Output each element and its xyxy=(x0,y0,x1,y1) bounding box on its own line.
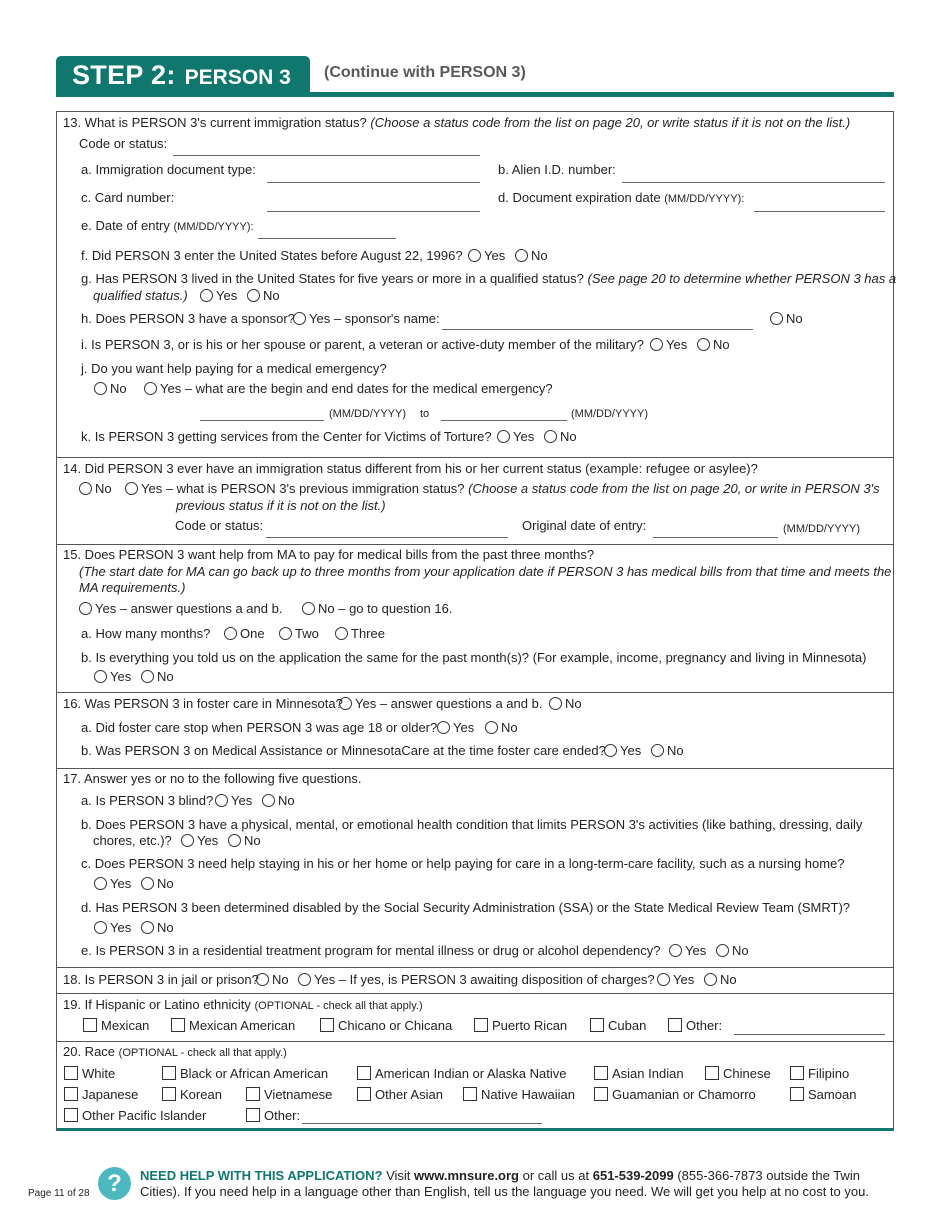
q19-chicano-checkbox[interactable] xyxy=(320,1018,452,1034)
q15-yes-radio[interactable] xyxy=(79,601,282,617)
option-label: Other: xyxy=(264,1108,301,1123)
race-korean-checkbox[interactable] xyxy=(162,1087,222,1103)
option-label: Asian Indian xyxy=(612,1066,684,1081)
q17e-yes-radio[interactable] xyxy=(669,943,706,959)
q13g-yes-radio[interactable] xyxy=(200,288,237,304)
question-13 xyxy=(57,112,897,458)
yes-label: Yes xyxy=(673,972,695,987)
race-other-asian-checkbox[interactable] xyxy=(357,1087,443,1103)
outside-text: (855-366-7873 outside the Twin xyxy=(677,1168,860,1183)
q14-no-radio[interactable] xyxy=(79,481,112,497)
no-label: No xyxy=(720,972,737,987)
no-label: No xyxy=(157,876,174,891)
race-native-hawaiian-checkbox[interactable] xyxy=(463,1087,575,1103)
option-label: Native Hawaiian xyxy=(481,1087,575,1102)
yes-label: Yes xyxy=(216,288,238,303)
q13e-input[interactable] xyxy=(258,238,396,239)
q17b-label2: chores, etc.)? xyxy=(93,833,172,848)
step-tab xyxy=(56,56,310,93)
q19-other-checkbox[interactable] xyxy=(668,1018,722,1034)
q15a-three-radio[interactable] xyxy=(335,626,385,642)
yes-label: Yes xyxy=(110,669,132,684)
language-text: Cities). If you need help in a language other than English, tell us the language you need. We will get you help at no cost to you. xyxy=(140,1184,869,1199)
q17a-no-radio[interactable] xyxy=(262,793,295,809)
q13c-label: c. Card number: xyxy=(81,190,175,205)
q17b-no-radio[interactable] xyxy=(228,833,261,849)
q13i-no-radio[interactable] xyxy=(697,337,730,353)
q19-optional: (OPTIONAL - check all that apply.) xyxy=(254,1000,423,1012)
q17b-yes-radio[interactable] xyxy=(181,833,218,849)
q14-yes-radio[interactable] xyxy=(125,481,880,497)
race-chinese-checkbox[interactable] xyxy=(705,1066,771,1082)
q15b-yes-radio[interactable] xyxy=(94,669,131,685)
help-icon: ? xyxy=(98,1167,131,1200)
q13-code-label: Code or status: xyxy=(79,136,168,151)
q14-orig-input[interactable] xyxy=(653,537,778,538)
q16a-no-radio[interactable] xyxy=(485,720,518,736)
q17d-no-radio[interactable] xyxy=(141,920,174,936)
yes-label: Yes xyxy=(197,833,219,848)
q15a-two-radio[interactable] xyxy=(279,626,319,642)
q13k-yes-radio[interactable] xyxy=(497,429,534,445)
q16-yes-label: Yes – answer questions a and b. xyxy=(355,696,543,711)
no-label: No xyxy=(278,793,295,808)
footer-help-text xyxy=(140,1168,880,1200)
q14-code-label: Code or status: xyxy=(175,518,264,533)
site-link[interactable]: www.mnsure.org xyxy=(414,1168,519,1183)
q13e-label: e. Date of entry xyxy=(81,218,170,233)
q15-text: 15. Does PERSON 3 want help from MA to pay for medical bills from the past three months? xyxy=(63,547,595,562)
q17d-yes-radio[interactable] xyxy=(94,920,131,936)
q18-no-radio[interactable] xyxy=(256,972,289,988)
no-label: No xyxy=(157,669,174,684)
step-header xyxy=(56,56,894,96)
option-label: Korean xyxy=(180,1087,222,1102)
question-14 xyxy=(57,458,893,545)
phone-number[interactable]: 651-539-2099 xyxy=(592,1168,674,1183)
q19-puerto-rican-checkbox[interactable] xyxy=(474,1018,567,1034)
no-label: No xyxy=(713,337,730,352)
q15-yes-label: Yes – answer questions a and b. xyxy=(95,601,283,616)
q13b-label: b. Alien I.D. number: xyxy=(498,162,616,177)
call-text: or call us at xyxy=(522,1168,590,1183)
q17a-yes-radio[interactable] xyxy=(215,793,252,809)
q17c-no-radio[interactable] xyxy=(141,876,174,892)
q13g-note: (See page 20 to determine whether PERSON 3 has a xyxy=(587,271,897,286)
q17c-label: c. Does PERSON 3 need help staying in his or her home or help paying for care in a long-term-care facility, such as a nursing home? xyxy=(81,856,845,871)
q14-orig-label: Original date of entry: xyxy=(522,518,647,533)
q13h-no-radio[interactable] xyxy=(770,311,803,327)
race-black-checkbox[interactable] xyxy=(162,1066,328,1082)
q17-text: 17. Answer yes or no to the following five questions. xyxy=(63,771,362,786)
step-label: STEP 2: xyxy=(72,60,176,90)
q19-other-input[interactable] xyxy=(734,1034,885,1035)
one-label: One xyxy=(240,626,265,641)
yes-label: Yes xyxy=(685,943,707,958)
question-19 xyxy=(57,994,893,1042)
q15b-label: b. Is everything you told us on the application the same for the past month(s)? (For example, income, pregnancy and living in Minnesota) xyxy=(81,650,867,665)
race-other-checkbox[interactable] xyxy=(246,1108,300,1124)
q16b-label: b. Was PERSON 3 on Medical Assistance or MinnesotaCare at the time foster care ended? xyxy=(81,743,606,758)
form-box xyxy=(56,111,897,1131)
q13h-label: h. Does PERSON 3 have a sponsor? xyxy=(81,311,295,326)
q13g-note2: qualified status.) xyxy=(93,288,188,303)
no-label: No xyxy=(110,381,127,396)
q13f-label: f. Did PERSON 3 enter the United States before August 22, 1996? xyxy=(81,248,463,263)
sponsor-name-input[interactable] xyxy=(442,329,753,330)
q17b-label: b. Does PERSON 3 have a physical, mental, or emotional health condition that limits PERSON 3's activities (like bathing, dressing, daily xyxy=(81,817,863,832)
help-heading: NEED HELP WITH THIS APPLICATION? xyxy=(140,1168,383,1183)
no-label: No xyxy=(157,920,174,935)
option-label: White xyxy=(82,1066,116,1081)
question-20 xyxy=(57,1042,893,1128)
option-label: Chicano or Chicana xyxy=(338,1018,453,1033)
emergency-end-input[interactable] xyxy=(441,420,567,421)
option-label: Samoan xyxy=(808,1087,857,1102)
race-japanese-checkbox[interactable] xyxy=(64,1087,138,1103)
yes-label: Yes xyxy=(620,743,642,758)
q14-note: (Choose a status code from the list on page 20, or write in PERSON 3's xyxy=(468,481,880,496)
no-label: No xyxy=(244,833,261,848)
q13d-format: (MM/DD/YYYY): xyxy=(664,193,745,205)
q19-cuban-checkbox[interactable] xyxy=(590,1018,646,1034)
no-label: No xyxy=(501,720,518,735)
race-asian-indian-checkbox[interactable] xyxy=(594,1066,684,1082)
q15-no-radio[interactable] xyxy=(302,601,452,617)
q13c-input[interactable] xyxy=(267,211,480,212)
no-label: No xyxy=(565,696,582,711)
yes-label: Yes xyxy=(231,793,253,808)
date-format-2: (MM/DD/YYYY) xyxy=(571,408,648,420)
q15-no-label: No – go to question 16. xyxy=(318,601,453,616)
q17a-label: a. Is PERSON 3 blind? xyxy=(81,793,214,808)
q19-mexican-checkbox[interactable] xyxy=(83,1018,149,1034)
q13-text: 13. What is PERSON 3's current immigration status? xyxy=(63,115,367,130)
q16b-yes-radio[interactable] xyxy=(604,743,641,759)
q17e-label: e. Is PERSON 3 in a residential treatment program for mental illness or drug or alcohol dependency? xyxy=(81,943,661,958)
q13j-yes-label: Yes – what are the begin and end dates for the medical emergency? xyxy=(160,381,553,396)
yes-label: Yes xyxy=(513,429,535,444)
q16-yes-radio[interactable] xyxy=(339,696,542,712)
q18-text: 18. Is PERSON 3 in jail or prison? xyxy=(63,972,259,987)
q13-code-input[interactable] xyxy=(173,155,480,156)
q13j-yes-radio[interactable] xyxy=(144,381,553,397)
q13h-yes-label: Yes – sponsor's name: xyxy=(309,311,440,326)
question-18 xyxy=(57,968,893,994)
header-rule xyxy=(56,92,894,97)
q15-note: (The start date for MA can go back up to three months from your application date if PERSON 3 has medical bills from that time and meets the xyxy=(79,564,892,579)
q15a-label: a. How many months? xyxy=(81,626,211,641)
page-number: Page 11 of 28 xyxy=(28,1188,90,1199)
q13b-input[interactable] xyxy=(622,182,885,183)
q14-code-input[interactable] xyxy=(266,537,508,538)
continue-label: (Continue with PERSON 3) xyxy=(324,64,526,81)
yes-label: Yes xyxy=(110,920,132,935)
q13i-yes-radio[interactable] xyxy=(650,337,687,353)
q15a-one-radio[interactable] xyxy=(224,626,265,642)
q13-note: (Choose a status code from the list on page 20, or write status if it is not on the list.) xyxy=(370,115,851,130)
q13f-yes-radio[interactable] xyxy=(468,248,505,264)
no-label: No xyxy=(786,311,803,326)
no-label: No xyxy=(263,288,280,303)
q13f-no-radio[interactable] xyxy=(515,248,548,264)
two-label: Two xyxy=(295,626,319,641)
question-17 xyxy=(57,769,893,968)
emergency-begin-input[interactable] xyxy=(200,420,324,421)
q18-yes-radio[interactable] xyxy=(298,972,655,988)
option-label: Chinese xyxy=(723,1066,771,1081)
q19-text: 19. If Hispanic or Latino ethnicity xyxy=(63,997,251,1012)
q13a-label: a. Immigration document type: xyxy=(81,162,256,177)
q16a-yes-radio[interactable] xyxy=(437,720,474,736)
q14-date-format: (MM/DD/YYYY) xyxy=(783,523,860,535)
visit-text: Visit xyxy=(386,1168,411,1183)
date-format-1: (MM/DD/YYYY) xyxy=(329,408,406,420)
no-label: No xyxy=(531,248,548,263)
yes-label: Yes xyxy=(110,876,132,891)
q16-no-radio[interactable] xyxy=(549,696,582,712)
race-samoan-checkbox[interactable] xyxy=(790,1087,856,1103)
yes-label: Yes xyxy=(453,720,475,735)
option-label: Other: xyxy=(686,1018,723,1033)
race-vietnamese-checkbox[interactable] xyxy=(246,1087,332,1103)
option-label: Mexican American xyxy=(189,1018,296,1033)
q13j-no-radio[interactable] xyxy=(94,381,127,397)
q13h-yes-radio[interactable] xyxy=(293,311,440,327)
race-guamanian-checkbox[interactable] xyxy=(594,1087,756,1103)
q13a-input[interactable] xyxy=(267,182,480,183)
no-label: No xyxy=(732,943,749,958)
q13g-label: g. Has PERSON 3 lived in the United States for five years or more in a qualified status? xyxy=(81,271,584,286)
option-label: Guamanian or Chamorro xyxy=(612,1087,756,1102)
q17d-label: d. Has PERSON 3 been determined disabled by the Social Security Administration (SSA) or the State Medical Review Team (SMRT)? xyxy=(81,900,851,915)
q13j-label: j. Do you want help paying for a medical emergency? xyxy=(81,361,387,376)
yes-label: Yes xyxy=(484,248,506,263)
q15b-no-radio[interactable] xyxy=(141,669,174,685)
option-label: Cuban xyxy=(608,1018,647,1033)
option-label: American Indian or Alaska Native xyxy=(375,1066,567,1081)
three-label: Three xyxy=(351,626,385,641)
q13d-input[interactable] xyxy=(754,211,885,212)
q17e-no-radio[interactable] xyxy=(716,943,749,959)
q13k-label: k. Is PERSON 3 getting services from the Center for Victims of Torture? xyxy=(81,429,492,444)
no-label: No xyxy=(560,429,577,444)
q14-note2: previous status if it is not on the list.) xyxy=(176,498,386,513)
q13k-no-radio[interactable] xyxy=(544,429,577,445)
no-label: No xyxy=(272,972,289,987)
q16a-label: a. Did foster care stop when PERSON 3 was age 18 or older? xyxy=(81,720,438,735)
question-16 xyxy=(57,693,893,769)
q14-text: 14. Did PERSON 3 ever have an immigration status different from his or her current status (example: refugee or asylee)? xyxy=(63,461,758,476)
person-label: PERSON 3 xyxy=(184,66,291,89)
q19-mexican-american-checkbox[interactable] xyxy=(171,1018,295,1034)
option-label: Other Asian xyxy=(375,1087,443,1102)
question-15 xyxy=(57,545,893,693)
q18-awaiting-no-radio[interactable] xyxy=(704,972,737,988)
option-label: Japanese xyxy=(82,1087,139,1102)
q13g-no-radio[interactable] xyxy=(247,288,280,304)
q14-yes-label: Yes – what is PERSON 3's previous immigration status? xyxy=(141,481,465,496)
option-label: Filipino xyxy=(808,1066,850,1081)
to-label: to xyxy=(420,408,430,420)
q20-text: 20. Race xyxy=(63,1044,116,1059)
no-label: No xyxy=(667,743,684,758)
race-other-pacific-checkbox[interactable] xyxy=(64,1108,206,1124)
q17c-yes-radio[interactable] xyxy=(94,876,131,892)
option-label: Mexican xyxy=(101,1018,150,1033)
option-label: Black or African American xyxy=(180,1066,329,1081)
q13d-label: d. Document expiration date xyxy=(498,190,661,205)
yes-label: Yes xyxy=(666,337,688,352)
race-filipino-checkbox[interactable] xyxy=(790,1066,849,1082)
race-american-indian-checkbox[interactable] xyxy=(357,1066,566,1082)
race-white-checkbox[interactable] xyxy=(64,1066,115,1082)
no-label: No xyxy=(95,481,112,496)
option-label: Vietnamese xyxy=(264,1087,333,1102)
q18-awaiting-yes-radio[interactable] xyxy=(657,972,694,988)
q20-optional: (OPTIONAL - check all that apply.) xyxy=(118,1047,287,1059)
race-other-input[interactable] xyxy=(302,1123,542,1124)
q16-text: 16. Was PERSON 3 in foster care in Minnesota? xyxy=(63,696,343,711)
q13e-format: (MM/DD/YYYY): xyxy=(173,221,254,233)
option-label: Puerto Rican xyxy=(492,1018,568,1033)
q15-note2: MA requirements.) xyxy=(79,580,186,595)
q13i-label: i. Is PERSON 3, or is his or her spouse or parent, a veteran or active-duty member of the military? xyxy=(81,337,644,352)
q18-yes-label: Yes – If yes, is PERSON 3 awaiting disposition of charges? xyxy=(314,972,655,987)
option-label: Other Pacific Islander xyxy=(82,1108,207,1123)
q16b-no-radio[interactable] xyxy=(651,743,684,759)
